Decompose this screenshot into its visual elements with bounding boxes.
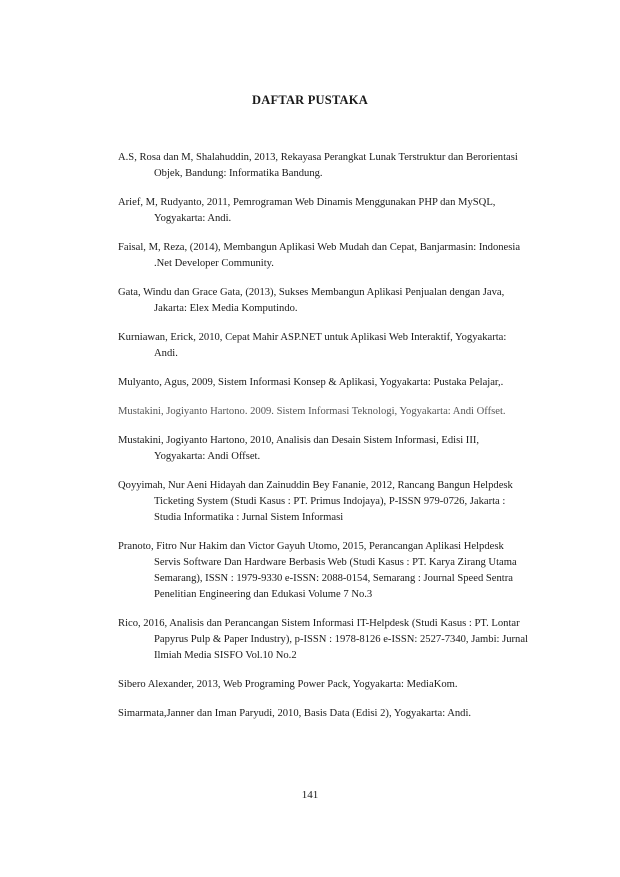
reference-entry: Qoyyimah, Nur Aeni Hidayah dan Zainuddin Bey Fananie, 2012, Rancang Bangun Helpdesk Ticketing System (Studi Kasus : PT. Primus Indojaya), P-ISSN 979-0726, Jakarta : Studia Informatika : Jurnal Sistem Informasi [118,480,513,523]
reference-entry: A.S, Rosa dan M, Shalahuddin, 2013, Rekayasa Perangkat Lunak Terstruktur dan Berorientasi Objek, Bandung: Informatika Bandung. [118,152,518,179]
reference-entry: Arief, M, Rudyanto, 2011, Pemrograman Web Dinamis Menggunakan PHP dan MySQL, Yogyakarta: Andi. [118,197,496,224]
page-number: 141 [301,789,319,801]
reference-entry: Mulyanto, Agus, 2009, Sistem Informasi Konsep & Aplikasi, Yogyakarta: Pustaka Pelajar,. [118,377,504,388]
reference-entry: Kurniawan, Erick, 2010, Cepat Mahir ASP.NET untuk Aplikasi Web Interaktif, Yogyakarta: Andi. [118,332,507,359]
page-title: DAFTAR PUSTAKA [252,93,368,107]
reference-entry: Gata, Windu dan Grace Gata, (2013), Sukses Membangun Aplikasi Penjualan dengan Java, Jakarta: Elex Media Komputindo. [118,287,505,314]
reference-entry: Rico, 2016, Analisis dan Perancangan Sistem Informasi IT-Helpdesk (Studi Kasus : PT. Lontar Papyrus Pulp & Paper Industry), p-ISSN : 1978-8126 e-ISSN: 2527-7340, Jambi: Jurnal Ilmiah Media SISFO Vol.10 No.2 [118,618,528,661]
reference-entry: Faisal, M, Reza, (2014), Membangun Aplikasi Web Mudah dan Cepat, Banjarmasin: Indonesia .Net Developer Community. [118,242,521,269]
reference-entry: Mustakini, Jogiyanto Hartono, 2010, Analisis dan Desain Sistem Informasi, Edisi III, Yogyakarta: Andi Offset. [118,435,480,462]
reference-entry: Sibero Alexander, 2013, Web Programing Power Pack, Yogyakarta: MediaKom. [118,679,458,690]
reference-entry: Pranoto, Fitro Nur Hakim dan Victor Gayuh Utomo, 2015, Perancangan Aplikasi Helpdesk Servis Software Dan Hardware Berbasis Web (Studi Kasus : PT. Karya Zirang Utama Semarang), ISSN : 1979-9330 e-ISSN: 2088-0154, Semarang : Journal Speed Sentra Penelitian Engineering dan Edukasi Volume 7 No.3 [118,541,517,600]
reference-entry: Simarmata,Janner dan Iman Paryudi, 2010, Basis Data (Edisi 2), Yogyakarta: Andi. [118,708,472,719]
reference-list [118,150,532,735]
reference-entry: Mustakini, Jogiyanto Hartono. 2009. Sistem Informasi Teknologi, Yogyakarta: Andi Offset. [118,406,506,417]
